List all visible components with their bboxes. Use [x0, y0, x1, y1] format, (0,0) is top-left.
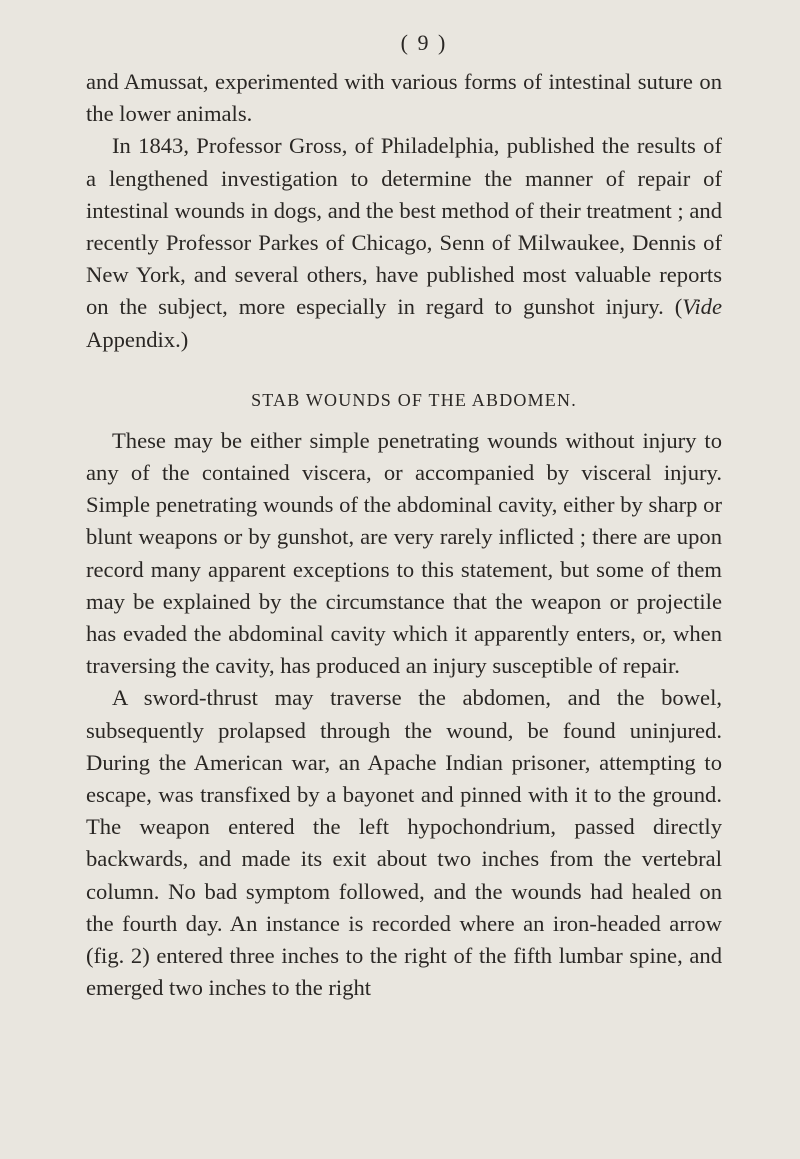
vide-italic: Vide	[682, 294, 722, 320]
paragraph-gross-1843	[86, 130, 722, 355]
paragraph-amussat: and Amussat, experimented with various forms of intestinal suture on the lower animals.	[86, 69, 722, 127]
paragraph-text-end: Appendix.)	[86, 326, 189, 352]
section-heading: STAB WOUNDS OF THE ABDOMEN.	[251, 389, 577, 410]
paragraph-text: In 1843, Professor Gross, of Philadelphia, published the results of a lengthened investigation to determine the manner of repair of intestinal wounds in dogs, and the best method of their treatment ; and recently Professor Parkes of Chicago, Senn of Milwaukee, Dennis of New York, and several others, have published most valuable reports on the subject, more especially in regard to gunshot injury. (	[86, 133, 722, 320]
paragraph-sword-thrust: A sword-thrust may traverse the abdomen, and the bowel, subsequently prolapsed through the wound, be found uninjured. During the American war, an Apache Indian prisoner, attempting to escape, was transfixed by a bayonet and pinned with it to the ground. The weapon entered the left hypochondrium, passed directly backwards, and made its exit about two inches from the vertebral column. No bad symptom followed, and the wounds had healed on the fourth day. An instance is recorded where an iron-headed arrow (fig. 2) entered three inches to the right of the fifth lumbar spine, and emerged two inches to the right	[86, 685, 722, 1001]
page-number: ( 9 )	[400, 30, 448, 55]
paragraph-penetrating-wounds: These may be either simple penetrating wounds without injury to any of the contained viscera, or accompanied by visceral injury. Simple penetrating wounds of the abdominal cavity, either by sharp or blunt weapons or by gunshot, are very rarely inflicted ; there are upon record many apparent exceptions to this statement, but some of them may be explained by the circumstance that the weapon or projectile has evaded the abdominal cavity which it apparently enters, or, when traversing the cavity, has produced an injury susceptible of repair.	[86, 427, 722, 679]
